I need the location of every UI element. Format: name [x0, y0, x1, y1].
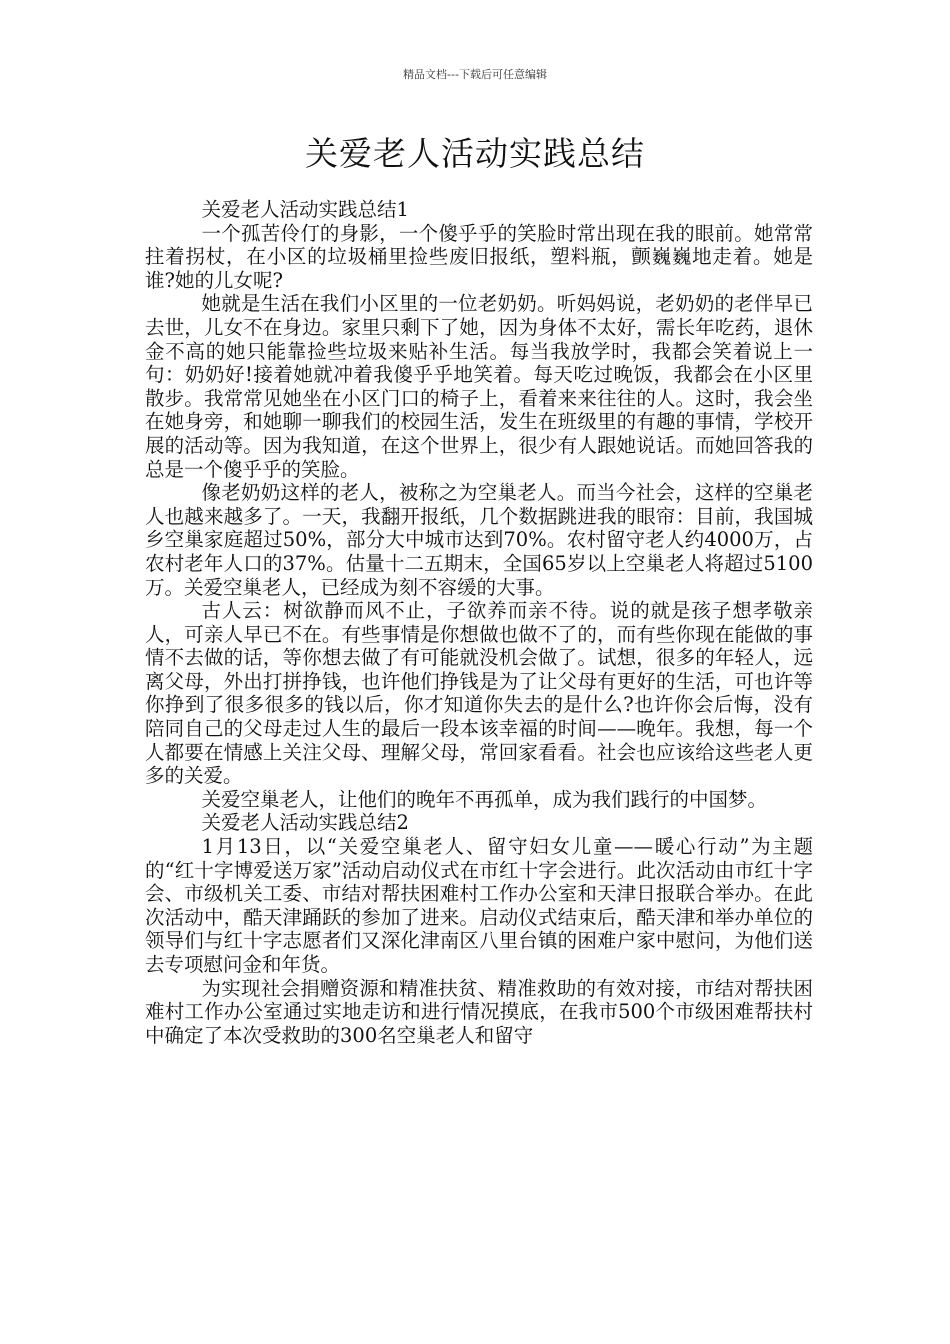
document-body	[145, 198, 813, 1047]
document-title: 关爱老人活动实践总结	[305, 134, 645, 173]
paragraph: 像老奶奶这样的老人，被称之为空巢老人。而当今社会，这样的空巢老人也越来越多了。一天，我翻开报纸，几个数据跳进我的眼帘：目前，我国城乡空巢家庭超过50%，部分大中城市达到70%。农村留守老人约4000万，占农村老年人口的37%。估量十二五期末，全国65岁以上空巢老人将超过5100万。关爱空巢老人，已经成为刻不容缓的大事。	[145, 481, 813, 599]
header-note: 精品文档---下载后可任意编辑	[403, 68, 547, 81]
paragraph: 为实现社会捐赠资源和精准扶贫、精准救助的有效对接，市结对帮扶困难村工作办公室通过实地走访和进行情况摸底，在我市500个市级困难帮扶村中确定了本次受救助的300名空巢老人和留守	[145, 976, 813, 1047]
paragraph: 一个孤苦伶仃的身影，一个傻乎乎的笑脸时常出现在我的眼前。她常常拄着拐杖，在小区的垃圾桶里捡些废旧报纸，塑料瓶，颤巍巍地走着。她是谁?她的儿女呢?	[145, 221, 813, 292]
section-heading-1: 关爱老人活动实践总结1	[201, 198, 409, 221]
paragraph: 1月13日，以“关爱空巢老人、留守妇女儿童——暖心行动”为主题的“红十字博爱送万家”活动启动仪式在市红十字会进行。此次活动由市红十字会、市级机关工委、市结对帮扶困难村工作办公室和天津日报联合举办。在此次活动中，酷天津踊跃的参加了进来。启动仪式结束后，酷天津和举办单位的领导们与红十字志愿者们又深化津南区八里台镇的困难户家中慰问，为他们送去专项慰问金和年货。	[145, 835, 813, 976]
paragraph: 古人云：树欲静而风不止，子欲养而亲不待。说的就是孩子想孝敬亲人，可亲人早已不在。有些事情是你想做也做不了的，而有些你现在能做的事情不去做的话，等你想去做了有可能就没机会做了。试想，很多的年轻人，远离父母，外出打拼挣钱，也许他们挣钱是为了让父母有更好的生活，可也许等你挣到了很多很多的钱以后，你才知道你失去的是什么?也许你会后悔，没有陪同自己的父母走过人生的最后一段本该幸福的时间——晚年。我想，每一个人都要在情感上关注父母、理解父母，常回家看看。社会也应该给这些老人更多的关爱。	[145, 599, 813, 788]
paragraph: 她就是生活在我们小区里的一位老奶奶。听妈妈说，老奶奶的老伴早已去世，儿女不在身边。家里只剩下了她，因为身体不太好，需长年吃药，退休金不高的她只能靠捡些垃圾来贴补生活。每当我放学时，我都会笑着说上一句：奶奶好!接着她就冲着我傻乎乎地笑着。每天吃过晚饭，我都会在小区里散步。我常常见她坐在小区门口的椅子上，看着来来往往的人。这时，我会坐在她身旁，和她聊一聊我们的校园生活，发生在班级里的有趣的事情，学校开展的活动等。因为我知道，在这个世界上，很少有人跟她说话。而她回答我的总是一个傻乎乎的笑脸。	[145, 292, 813, 481]
section-heading-2: 关爱老人活动实践总结2	[201, 811, 409, 835]
paragraph: 关爱空巢老人，让他们的晚年不再孤单，成为我们践行的中国梦。	[201, 787, 768, 811]
